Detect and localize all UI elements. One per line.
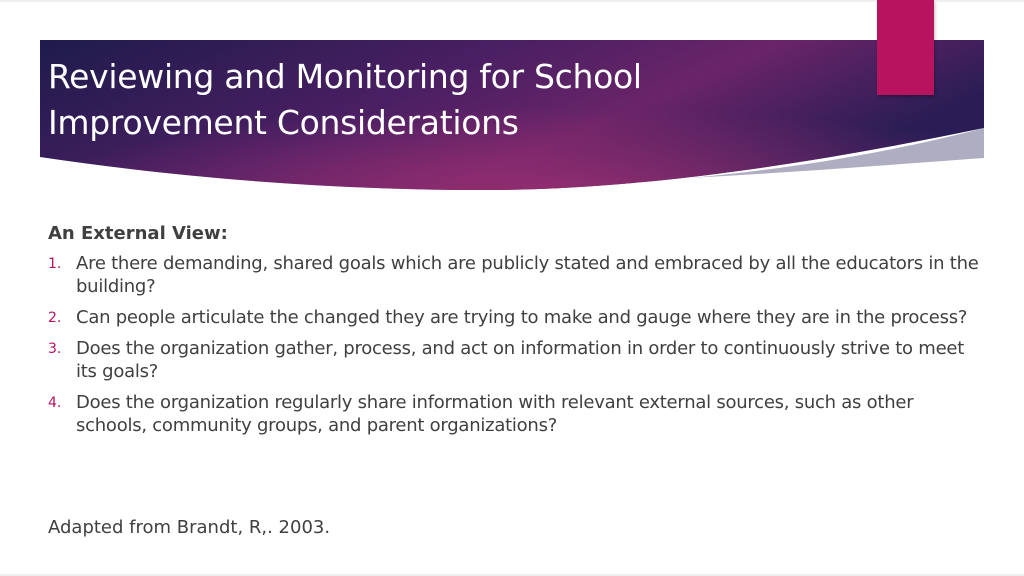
accent-tab	[877, 0, 934, 95]
item-text: Does the organization regularly share information with relevant external sources, such as other schools, community groups, and parent organizations?	[76, 392, 914, 436]
list-item	[48, 252, 988, 298]
source-citation: Adapted from Brandt, R,. 2003.	[48, 517, 331, 538]
item-number: 3.	[48, 341, 62, 357]
section-heading: An External View:	[48, 223, 228, 244]
item-number: 1.	[48, 256, 62, 272]
question-list	[48, 252, 988, 437]
item-text: Are there demanding, shared goals which are publicly stated and embraced by all the educators in the building?	[76, 253, 979, 297]
item-number: 4.	[48, 395, 62, 411]
item-text: Can people articulate the changed they are trying to make and gauge where they are in the process?	[76, 307, 968, 328]
list-item	[48, 337, 988, 383]
list-item	[48, 306, 988, 329]
list-item	[48, 391, 988, 437]
item-text: Does the organization gather, process, and act on information in order to continuously strive to meet its goals?	[76, 338, 965, 382]
slide-content	[48, 222, 988, 445]
slide-title: Reviewing and Monitoring for School Improvement Considerations	[48, 57, 642, 142]
item-number: 2.	[48, 310, 62, 326]
